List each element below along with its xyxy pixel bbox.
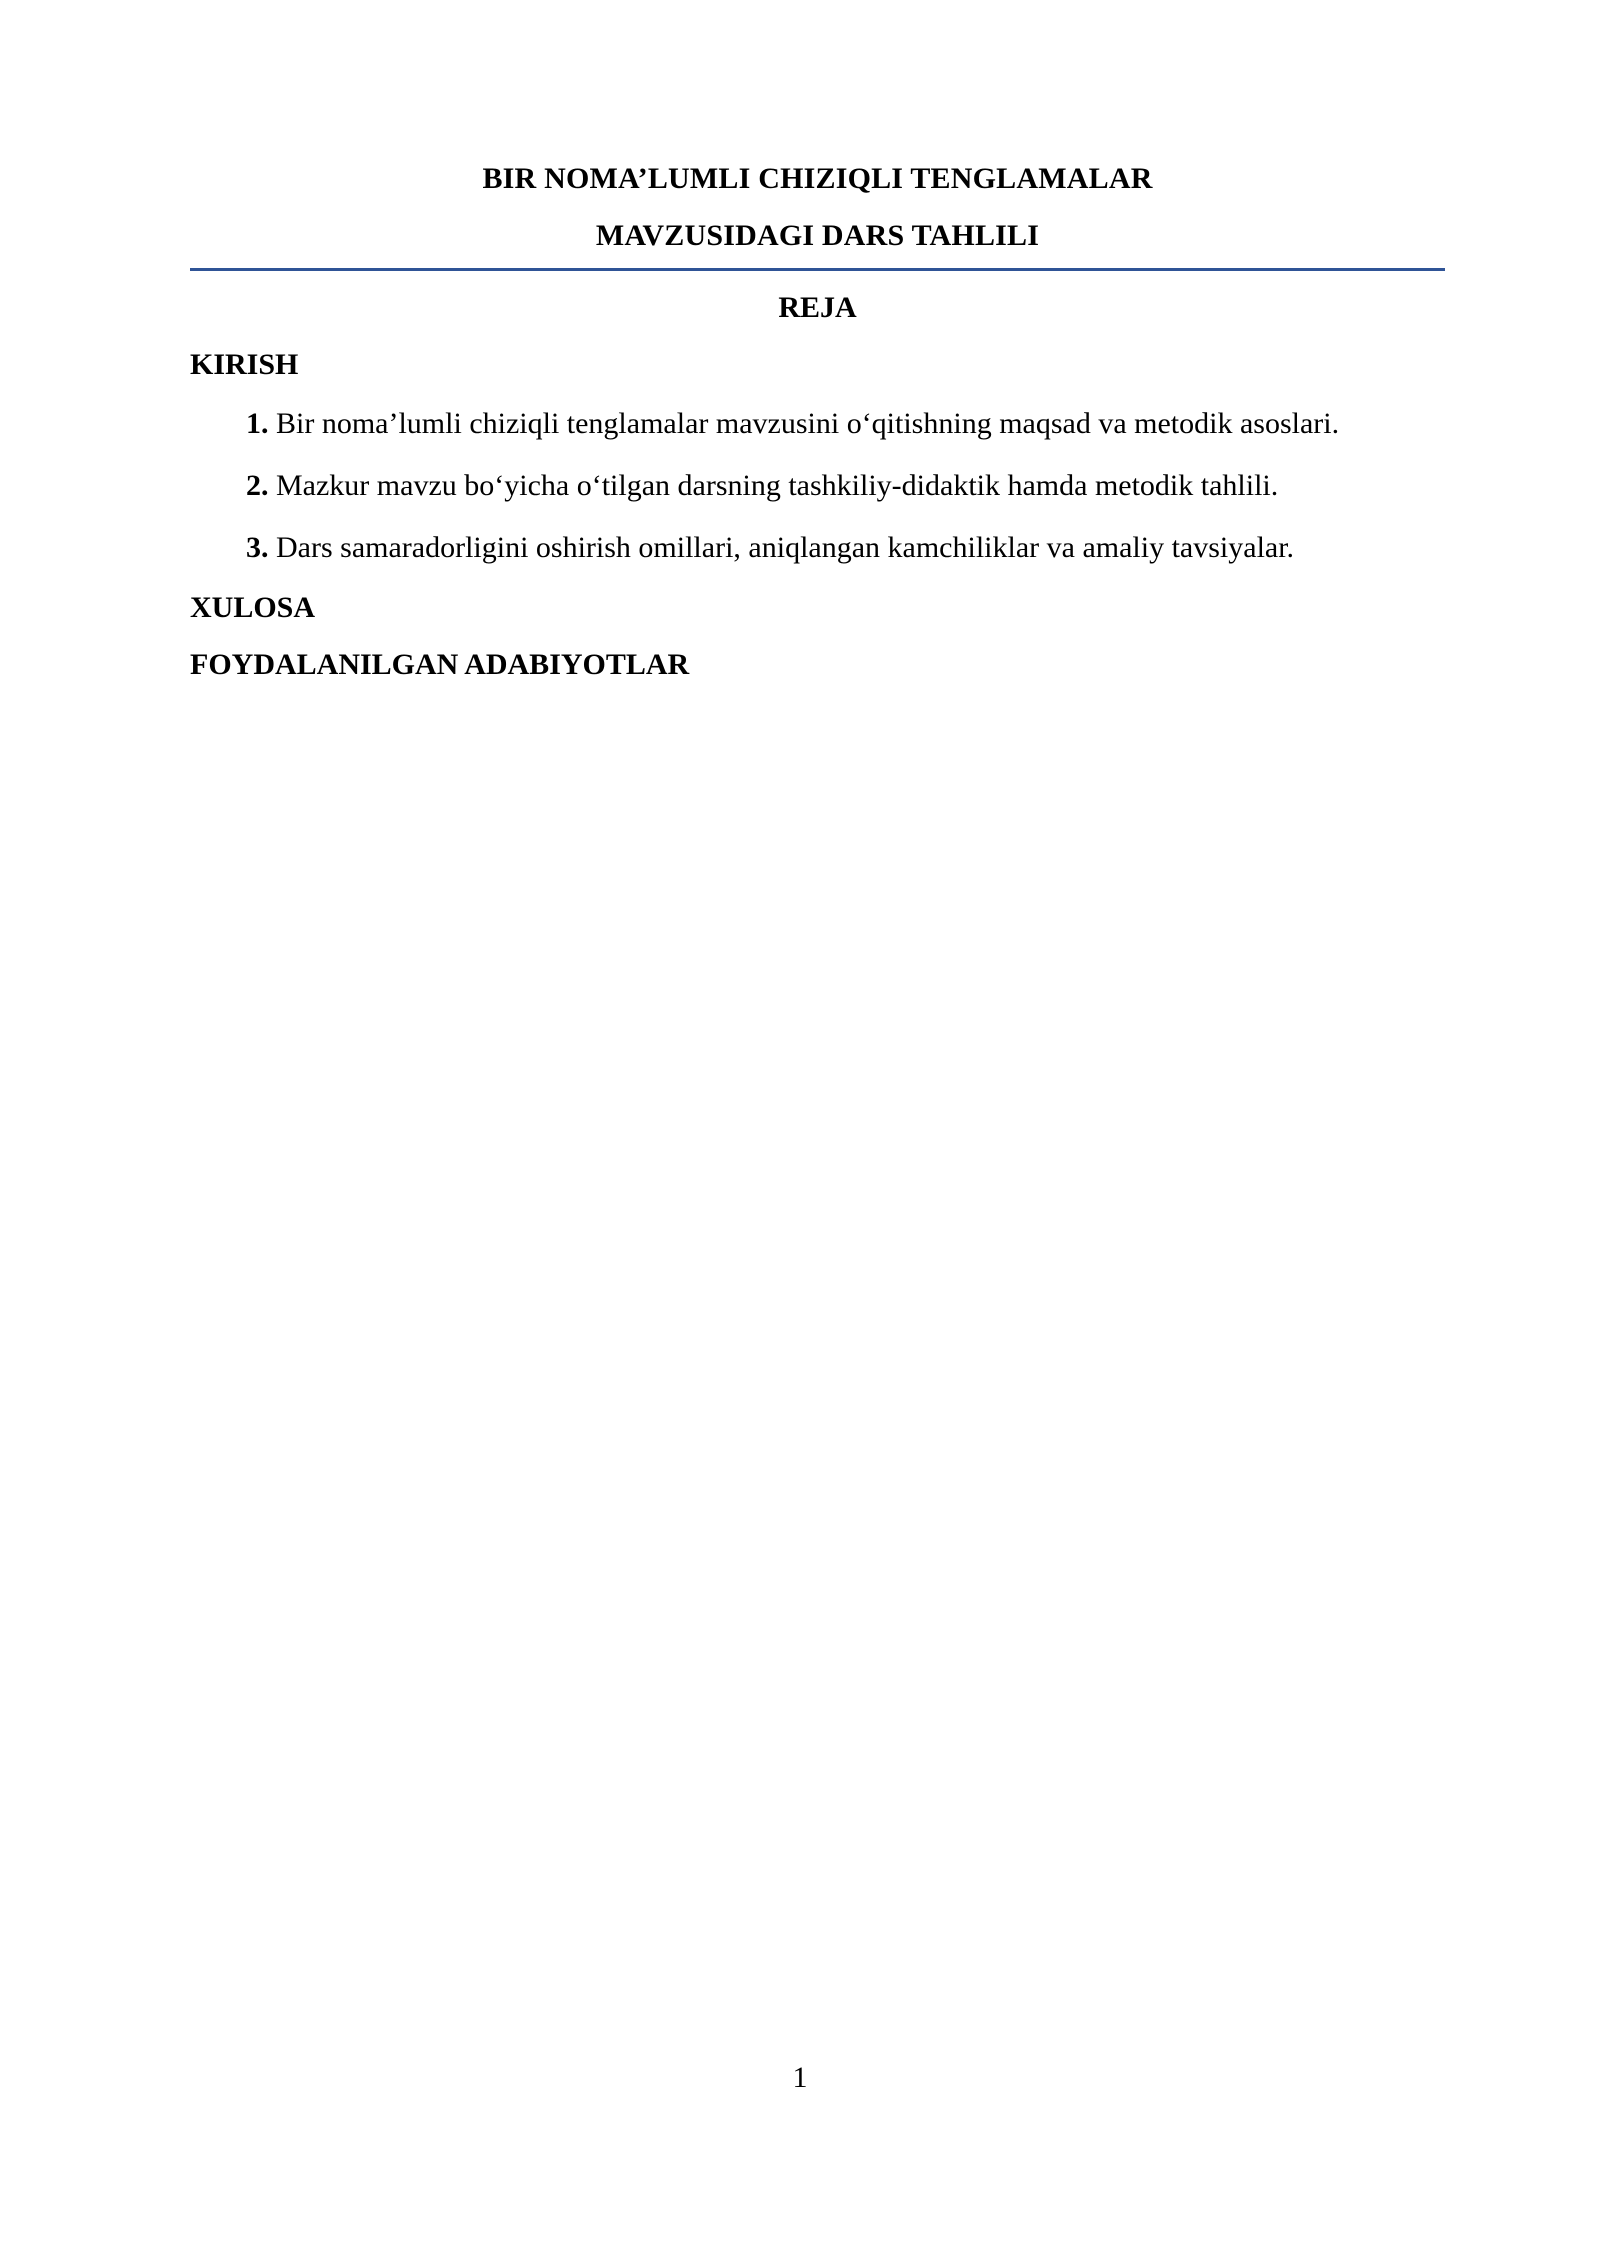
plan-item-1: [190, 393, 1445, 455]
heading-foydalanilgan-adabiyotlar: FOYDALANILGAN ADABIYOTLAR: [190, 648, 690, 681]
page-number: 1: [792, 2061, 808, 2094]
plan-item-1-number: 1.: [246, 407, 269, 440]
plan-item-2: [190, 455, 1445, 517]
document-title-line-1: BIR NOMA’LUMLI CHIZIQLI TENGLAMALAR: [482, 162, 1153, 195]
document-title: [190, 150, 1445, 264]
plan-item-2-text: Mazkur mavzu bo‘yicha o‘tilgan darsning tashkiliy-didaktik hamda metodik tahlili.: [268, 469, 1279, 502]
plan-item-3-number: 3.: [246, 531, 269, 564]
plan-item-3-text: Dars samaradorligini oshirish omillari, aniqlangan kamchiliklar va amaliy tavsiyalar.: [268, 531, 1295, 564]
plan-item-1-text: Bir noma’lumli chiziqli tenglamalar mavzusini o‘qitishning maqsad va metodik asoslari.: [268, 407, 1340, 440]
title-divider-rule: [190, 268, 1445, 271]
heading-xulosa: XULOSA: [190, 591, 316, 624]
plan-item-2-number: 2.: [246, 469, 269, 502]
plan-item-3: [190, 517, 1445, 579]
document-title-line-2: MAVZUSIDAGI DARS TAHLILI: [595, 219, 1040, 252]
document-body: [190, 150, 1445, 693]
plan-heading: REJA: [778, 291, 857, 324]
heading-kirish: KIRISH: [190, 348, 299, 381]
